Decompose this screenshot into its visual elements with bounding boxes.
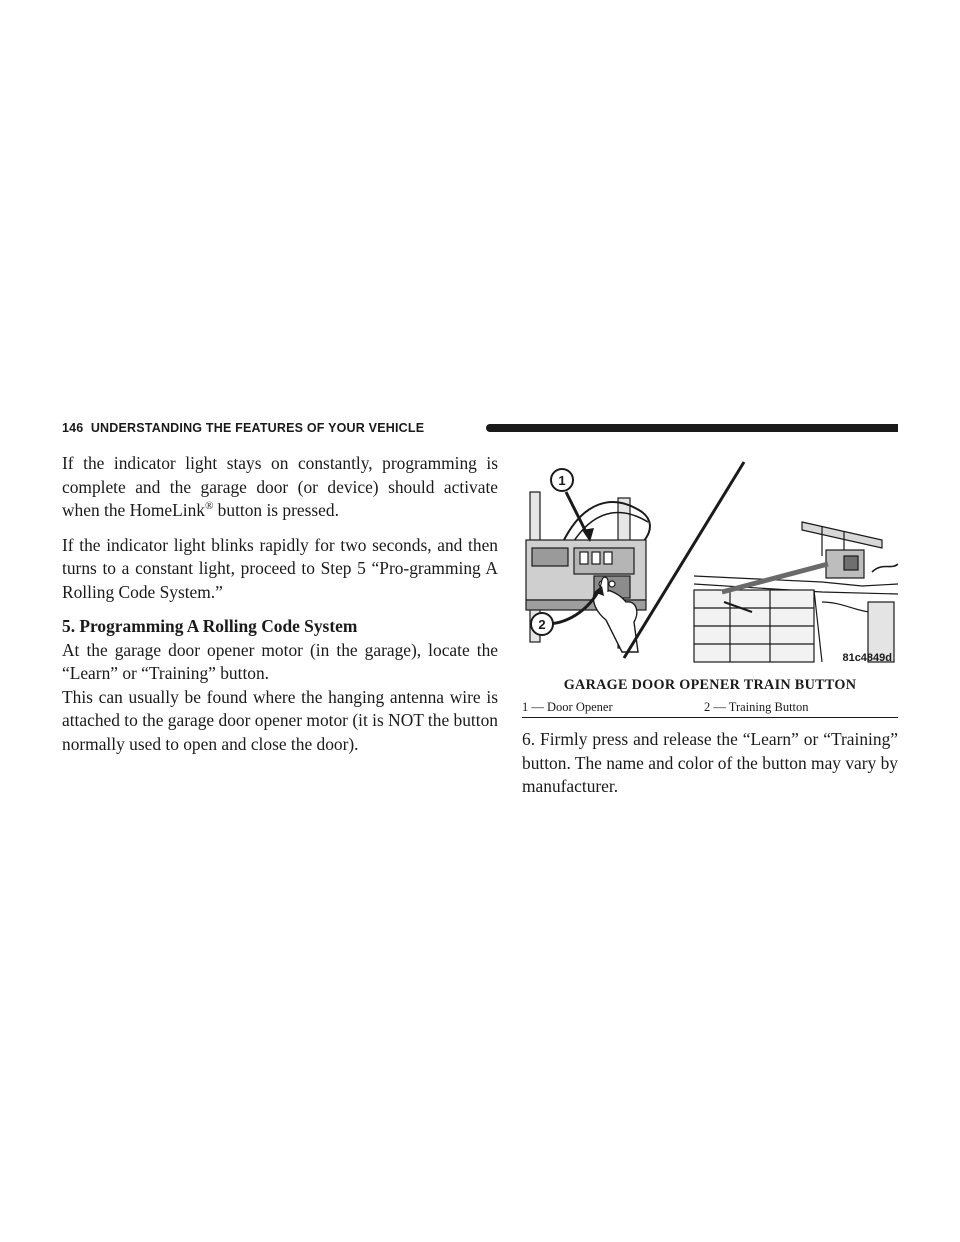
page-header bbox=[62, 418, 898, 438]
legend-door-opener: 1 — Door Opener bbox=[522, 700, 613, 714]
paragraph-indicator-constant: If the indicator light stays on constantly, programming is complete and the garage door (or device) should activate when the HomeLink® button is pressed. bbox=[62, 453, 498, 520]
paragraph-step-6: 6. Firmly press and release the “Learn” or “Training” button. The name and color of the button may vary by manufacturer. bbox=[522, 729, 898, 796]
step-5-text: At the garage door opener motor (in the garage), locate the “Learn” or “Training” button. bbox=[62, 639, 498, 683]
right-column bbox=[522, 452, 898, 799]
page-number: 146 bbox=[62, 421, 84, 435]
step-5 bbox=[62, 615, 498, 686]
garage-illustration bbox=[522, 452, 898, 668]
paragraph-indicator-blinks: If the indicator light blinks rapidly for two seconds, and then turns to a constant light, proceed to Step 5 “Pro-gramming A Rolling Code System.” bbox=[62, 534, 498, 602]
step-5-heading: 5. Programming A Rolling Code System bbox=[62, 616, 358, 636]
paragraph-antenna-wire: This can usually be found where the hanging antenna wire is attached to the garage door opener motor (it is NOT the button normally used to open and close the door). bbox=[62, 686, 498, 754]
section-title: UNDERSTANDING THE FEATURES OF YOUR VEHICLE bbox=[90, 421, 425, 435]
callout-1: 1 bbox=[558, 473, 566, 488]
page-header-text bbox=[62, 418, 424, 438]
left-column bbox=[62, 452, 498, 756]
garage-door-figure bbox=[522, 452, 898, 668]
registered-mark: ® bbox=[204, 500, 214, 513]
figure-legend bbox=[522, 699, 898, 718]
header-rule bbox=[486, 424, 898, 432]
image-code: 81c4849d bbox=[842, 652, 892, 664]
legend-training-button: 2 — Training Button bbox=[704, 700, 809, 714]
figure-caption-title: GARAGE DOOR OPENER TRAIN BUTTON bbox=[563, 677, 857, 693]
callout-2: 2 bbox=[538, 617, 546, 632]
